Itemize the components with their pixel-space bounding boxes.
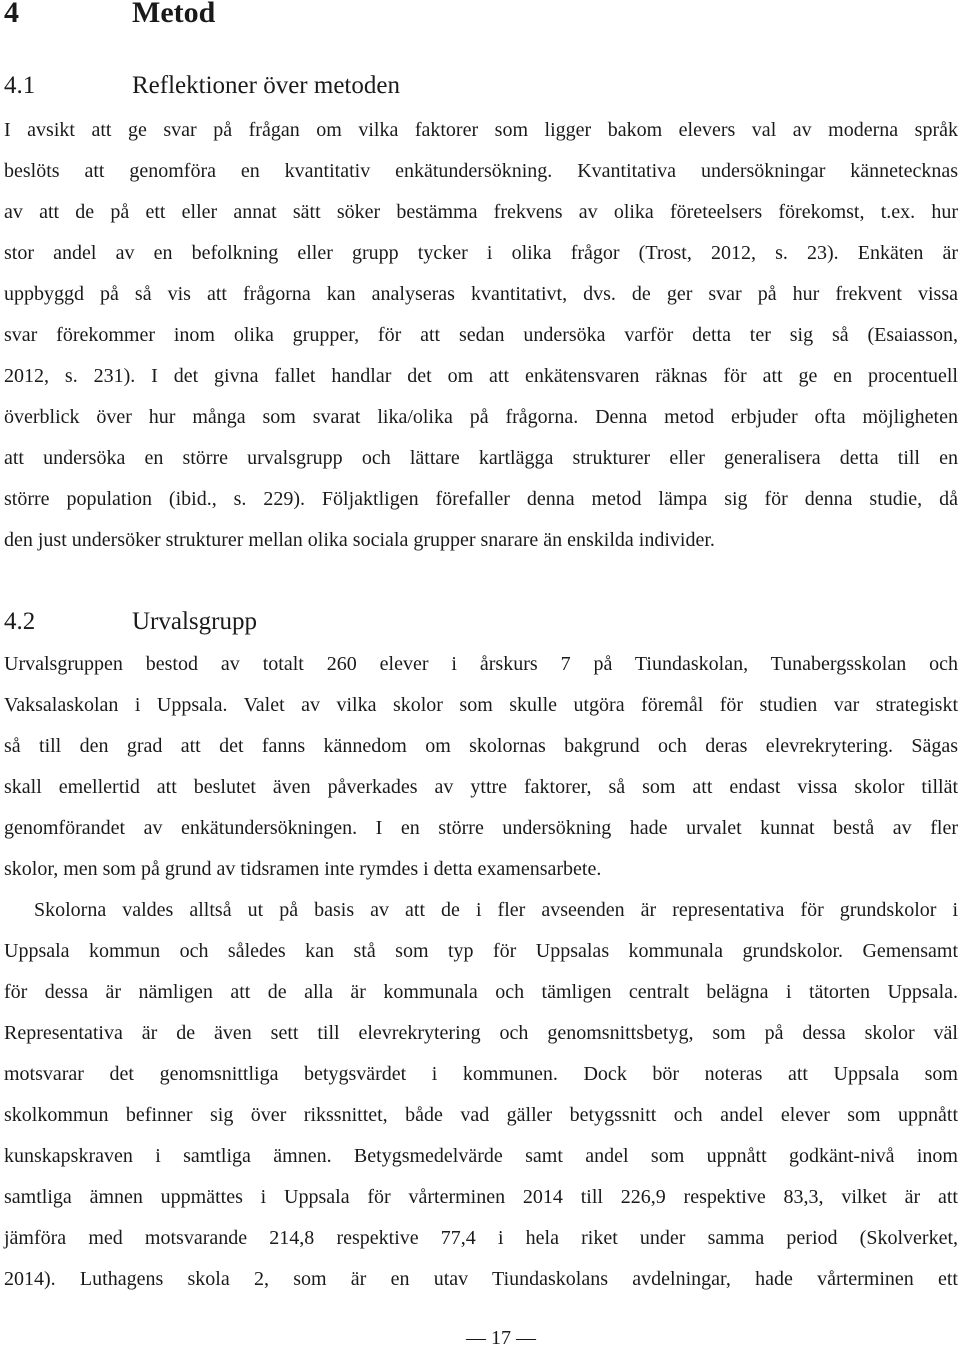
section-heading-4-1 bbox=[4, 71, 400, 101]
paragraph-line: Representativa är de även sett till elevrekrytering och genomsnittsbetyg, som på dessa skolor väl bbox=[4, 1022, 958, 1044]
section-number: 4.1 bbox=[4, 72, 36, 99]
section-title: Reflektioner över metoden bbox=[132, 72, 400, 99]
paragraph-line: den just undersöker strukturer mellan olika sociala grupper snarare än enskilda individer. bbox=[4, 529, 715, 551]
paragraph-line: skall emellertid att beslutet även påverkades av yttre faktorer, så som att endast vissa skolor tillät bbox=[4, 776, 958, 798]
paragraph-line: stor andel av en befolkning eller grupp tycker i olika frågor (Trost, 2012, s. 23). Enkäten är bbox=[4, 242, 958, 264]
paragraph-line: Uppsala kommun och således kan stå som typ för Uppsalas kommunala grundskolor. Gemensamt bbox=[4, 940, 958, 962]
paragraph-line: 2012, s. 231). I det givna fallet handlar det om att enkätensvaren räknas för att ge en procentuell bbox=[4, 365, 958, 387]
paragraph-line: större population (ibid., s. 229). Följaktligen förefaller denna metod lämpa sig för denna studie, då bbox=[4, 488, 958, 510]
paragraph-line: skolor, men som på grund av tidsramen inte rymdes i detta examensarbete. bbox=[4, 858, 602, 880]
paragraph-line: motsvarar det genomsnittliga betygsvärdet i kommunen. Dock bör noteras att Uppsala som bbox=[4, 1063, 958, 1085]
paragraph-line: I avsikt att ge svar på frågan om vilka faktorer som ligger bakom elevers val av moderna språk bbox=[4, 119, 958, 141]
paragraph-line: genomförandet av enkätundersökningen. I en större undersökning hade urvalet kunnat bestå av fler bbox=[4, 817, 958, 839]
paragraph-line: uppbyggd på så vis att frågorna kan analyseras kvantitativt, dvs. de ger svar på hur frekvent vissa bbox=[4, 283, 958, 305]
chapter-heading bbox=[4, 0, 215, 30]
paragraph-line: svar förekommer inom olika grupper, för att sedan undersöka varför detta ter sig så (Esaiasson, bbox=[4, 324, 958, 346]
paragraph-line: beslöts att genomföra en kvantitativ enkätundersökning. Kvantitativa undersökningar kännetecknas bbox=[4, 160, 958, 182]
paragraph-line: av att de på ett eller annat sätt söker bestämma frekvens av olika företeelsers förekomst, t.ex. hur bbox=[4, 201, 958, 223]
paragraph-line: Skolorna valdes alltså ut på basis av att de i fler avseenden är representativa för grundskolor i bbox=[34, 899, 958, 921]
paragraph-line: så till den grad att det fanns kännedom om skolornas bakgrund och deras elevrekrytering. Sägas bbox=[4, 735, 958, 757]
paragraph-line: skolkommun befinner sig över rikssnittet, både vad gäller betygssnitt och andel elever som uppnått bbox=[4, 1104, 958, 1126]
paragraph-line: 2014). Luthagens skola 2, som är en utav Tiundaskolans avdelningar, hade vårterminen ett bbox=[4, 1268, 958, 1290]
section-title: Urvalsgrupp bbox=[132, 608, 257, 635]
paragraph-line: Urvalsgruppen bestod av totalt 260 elever i årskurs 7 på Tiundaskolan, Tunabergsskolan och bbox=[4, 653, 958, 675]
paragraph-line: kunskapskraven i samtliga ämnen. Betygsmedelvärde samt andel som uppnått godkänt-nivå inom bbox=[4, 1145, 958, 1167]
paragraph-line: samtliga ämnen uppmättes i Uppsala för vårterminen 2014 till 226,9 respektive 83,3, vilket är att bbox=[4, 1186, 958, 1208]
section-heading-4-2 bbox=[4, 607, 257, 637]
paragraph-line: att undersöka en större urvalsgrupp och lättare kartlägga strukturer eller generalisera detta till en bbox=[4, 447, 958, 469]
chapter-number: 4 bbox=[4, 0, 19, 29]
page-number: — 17 — bbox=[466, 1327, 536, 1349]
paragraph-line: Vaksalaskolan i Uppsala. Valet av vilka skolor som skulle utgöra föremål för studien var strategiskt bbox=[4, 694, 958, 716]
paragraph-line: för dessa är nämligen att de alla är kommunala och tämligen centralt belägna i tätorten Uppsala. bbox=[4, 981, 958, 1003]
paragraph-line: överblick över hur många som svarat lika/olika på frågorna. Denna metod erbjuder ofta möjligheten bbox=[4, 406, 958, 428]
chapter-title: Metod bbox=[132, 0, 216, 29]
paragraph-line: jämföra med motsvarande 214,8 respektive 77,4 i hela riket under samma period (Skolverket, bbox=[4, 1227, 958, 1249]
section-number: 4.2 bbox=[4, 608, 36, 635]
